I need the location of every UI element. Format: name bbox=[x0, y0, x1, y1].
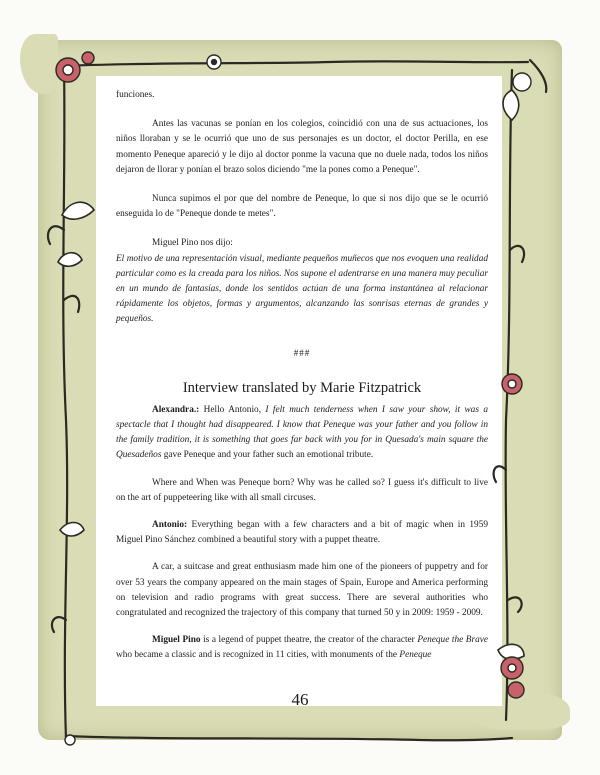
vine-top bbox=[62, 61, 528, 66]
page-number: 46 bbox=[291, 690, 309, 709]
paragraph: Antonio: Everything began with a few characters and a bit of magic when in 1959 Miguel Pino Sánchez combined a beautiful story with a puppet theatre. bbox=[116, 520, 488, 546]
section-heading: Interview translated by Marie Fitzpatrick bbox=[182, 379, 422, 396]
person-name: Miguel Pino bbox=[152, 635, 201, 646]
paragraph: A car, a suitcase and great enthusiasm made him one of the pioneers of puppetry and for over 53 years the company appeared on the main stages of Spain, Europe and America performing on television and radio programs with great success. There are several authorities who congratulated and recognized the trajectory of this company that turned 50 y in 2009: 1959 - 2009. bbox=[116, 562, 488, 619]
paragraph: Miguel Pino nos dijo: bbox=[152, 238, 233, 249]
speaker-name: Alexandra.: bbox=[152, 404, 200, 415]
document-body bbox=[116, 88, 488, 664]
leaf-icon bbox=[62, 202, 94, 219]
section-separator: ### bbox=[293, 347, 311, 358]
leaf-icon bbox=[58, 253, 82, 267]
leaf-icon bbox=[60, 523, 84, 537]
paragraph: Where and When was Peneque born? Why was he called so? I guess it's difficult to live on the art of puppeteering like with all small circuses. bbox=[116, 477, 488, 503]
paragraph: Antes las vacunas se ponían en los colegios, coincidió con una de sus actuaciones, los niños lloraban y se le ocurrió que uno de sus personajes es un doctor, el doctor Perilla, en ese momento Peneque apareció y le dijo al doctor ponme la vacuna que no duele nada, todos los niños dejaron de llorar y ponían el brazo solos diciendo "me la pones como a Peneque". bbox=[116, 119, 488, 175]
paragraph: Alexandra.: Hello Antonio, I felt much tenderness when I saw your show, it was a spectacle that I thought had disappeared. I know that Peneque was your father and you follow in the family tradition, it is something that goes far back with you for in Quesada's main square the Quesadeños gave Peneque and your father such an emotional tribute. bbox=[116, 404, 488, 461]
speaker-name: Antonio: bbox=[152, 520, 188, 531]
flower-icon bbox=[65, 735, 75, 745]
flower-icon bbox=[513, 73, 531, 91]
vine-left bbox=[63, 66, 67, 740]
flower-icon bbox=[82, 52, 94, 64]
leaf-icon bbox=[503, 90, 519, 120]
vine-bottom bbox=[66, 736, 512, 740]
vine-right bbox=[506, 70, 512, 720]
quote-paragraph: El motivo de una representación visual, mediante pequeños muñecos que nos evoquen una realidad particular como es la creada para los niños. Nos supone el adentrarse en una manera muy peculiar en un mundo de fantasías, donde los sentidos actúan de una forma instantánea al relacionar rápidamente los objetos, formas y argumentos, alcanzando las sonrisas eternas de grandes y pequeños. bbox=[116, 253, 488, 325]
paragraph: Nunca supimos el por que del nombre de Peneque, lo que si nos dijo que se le ocurrió enseguida lo de "Peneque donde te metes". bbox=[116, 194, 488, 220]
paragraph: funciones. bbox=[116, 90, 155, 100]
paragraph: Miguel Pino is a legend of puppet theatre, the creator of the character Peneque the Brave who became a classic and is recognized in 11 cities, with monuments of the Peneque bbox=[116, 635, 488, 661]
